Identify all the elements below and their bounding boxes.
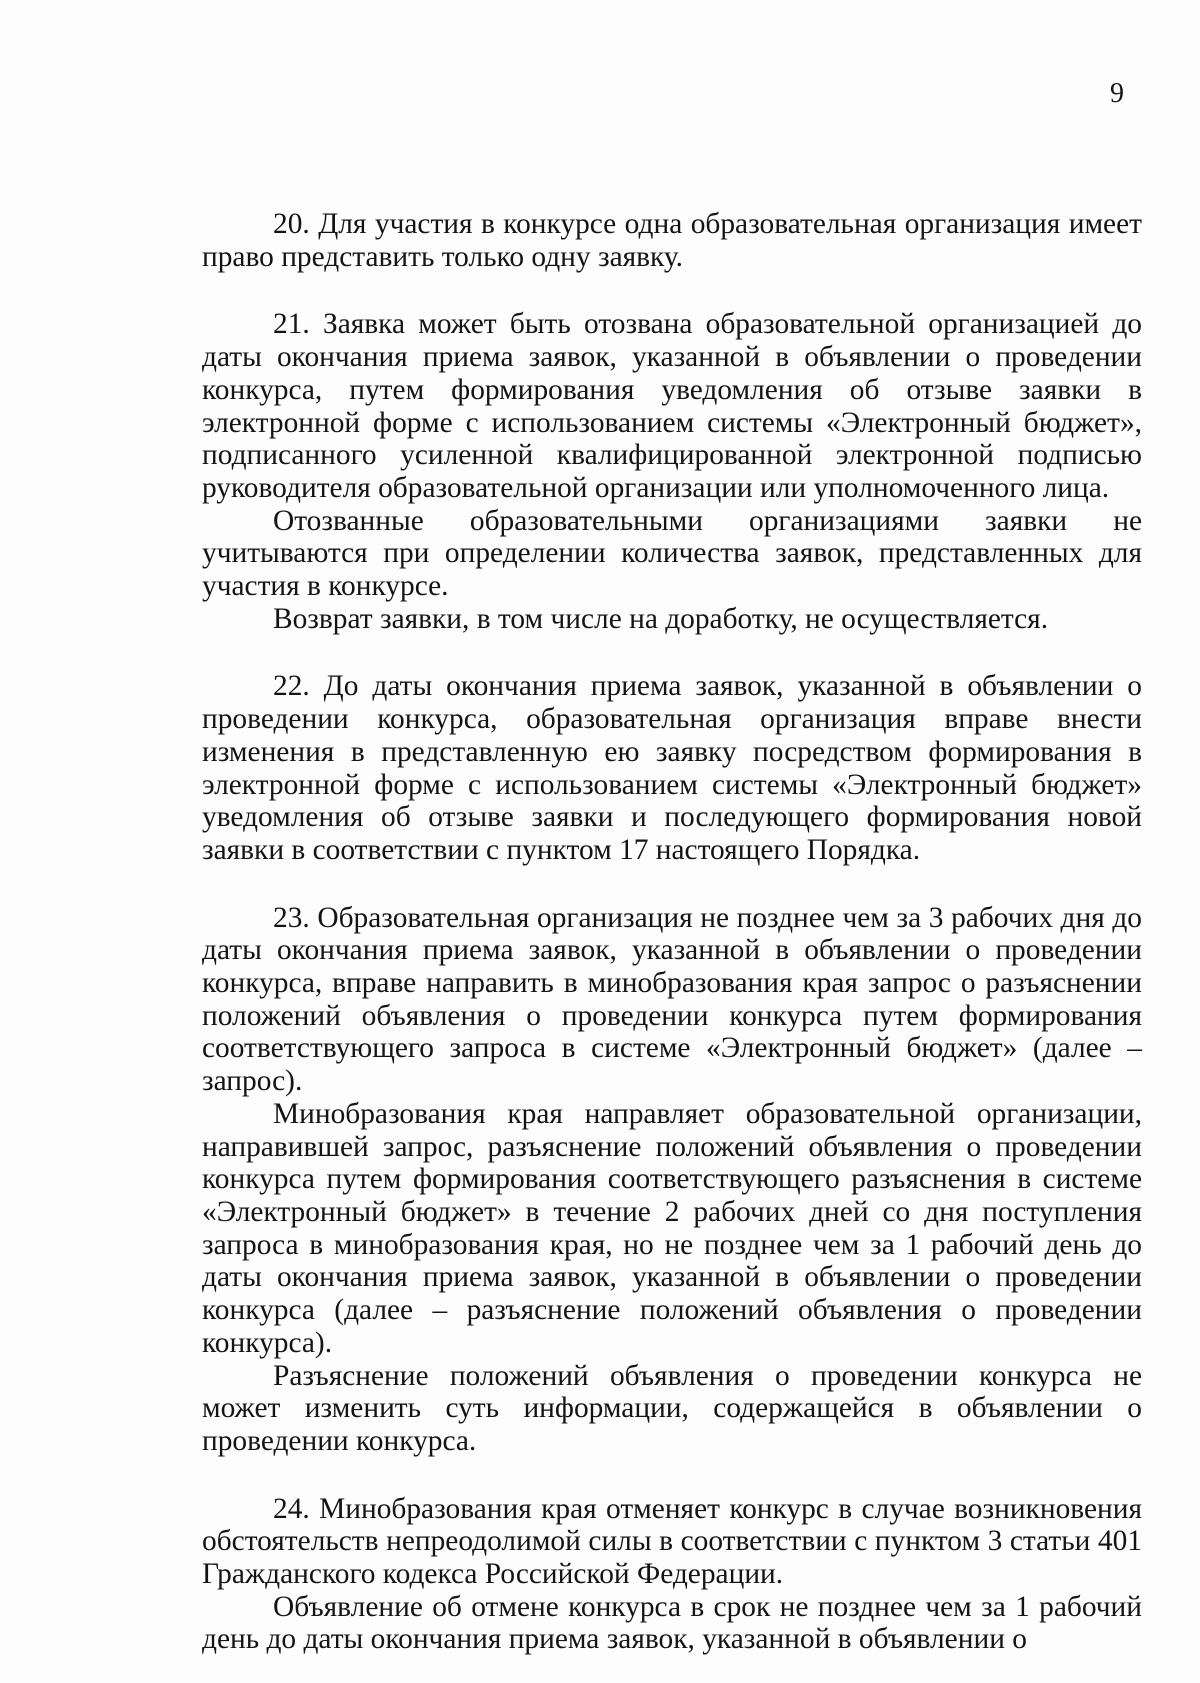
- paragraph-20: 20. Для участия в конкурсе одна образовательная организация имеет право представить только одну заявку.: [202, 208, 1142, 273]
- paragraph-21-withdrawn-applications: Отозванные образовательными организациями заявки не учитываются при определении количества заявок, представленных для участия в конкурсе.: [202, 504, 1142, 603]
- paragraph-22: 22. До даты окончания приема заявок, указанной в объявлении о проведении конкурса, образовательная организация вправе внести изменения в представленную ею заявку посредством формирования в электронной форме с использованием системы «Электронный бюджет» уведомления об отзыве заявки и последующего формирования новой заявки в соответствии с пунктом 17 настоящего Порядка.: [202, 670, 1142, 866]
- paragraph-21-return-of-application: Возврат заявки, в том числе на доработку, не осуществляется.: [273, 602, 1049, 635]
- document-body: [202, 208, 1142, 1656]
- paragraph-23-clarification-limit: Разъяснение положений объявления о проведении конкурса не может изменить суть информации, содержащейся в объявлении о проведении конкурса.: [202, 1359, 1142, 1457]
- paragraph-24-cancellation-notice: Объявление об отмене конкурса в срок не позднее чем за 1 рабочий день до даты окончания приема заявок, указанной в объявлении о: [202, 1590, 1142, 1656]
- page-number: 9: [1110, 78, 1124, 109]
- paragraph-24: 24. Минобразования края отменяет конкурс в случае возникновения обстоятельств непреодолимой силы в соответствии с пунктом 3 статьи 401 Гражданского кодекса Российской Федерации.: [202, 1492, 1142, 1591]
- paragraph-21: 21. Заявка может быть отозвана образовательной организацией до даты окончания приема заявок, указанной в объявлении о проведении конкурса, путем формирования уведомления об отзыве заявки в электронной форме с использованием системы «Электронный бюджет», подписанного усиленной квалифицированной электронной подписью руководителя образовательной организации или уполномоченного лица.: [202, 308, 1142, 504]
- paragraph-23-ministry-response: Минобразования края направляет образовательной организации, направившей запрос, разъяснение положений объявления о проведении конкурса путем формирования соответствующего разъяснения в системе «Электронный бюджет» в течение 2 рабочих дней со дня поступления запроса в минобразования края, но не позднее чем за 1 рабочий день до даты окончания приема заявок, указанной в объявлении о проведении конкурса (далее – разъяснение положений объявления о проведении конкурса).: [202, 1097, 1142, 1359]
- paragraph-23: 23. Образовательная организация не позднее чем за 3 рабочих дня до даты окончания приема заявок, указанной в объявлении о проведении конкурса, вправе направить в минобразования края запрос о разъяснении положений объявления о проведении конкурса путем формирования соответствующего запроса в системе «Электронный бюджет» (далее – запрос).: [202, 901, 1142, 1098]
